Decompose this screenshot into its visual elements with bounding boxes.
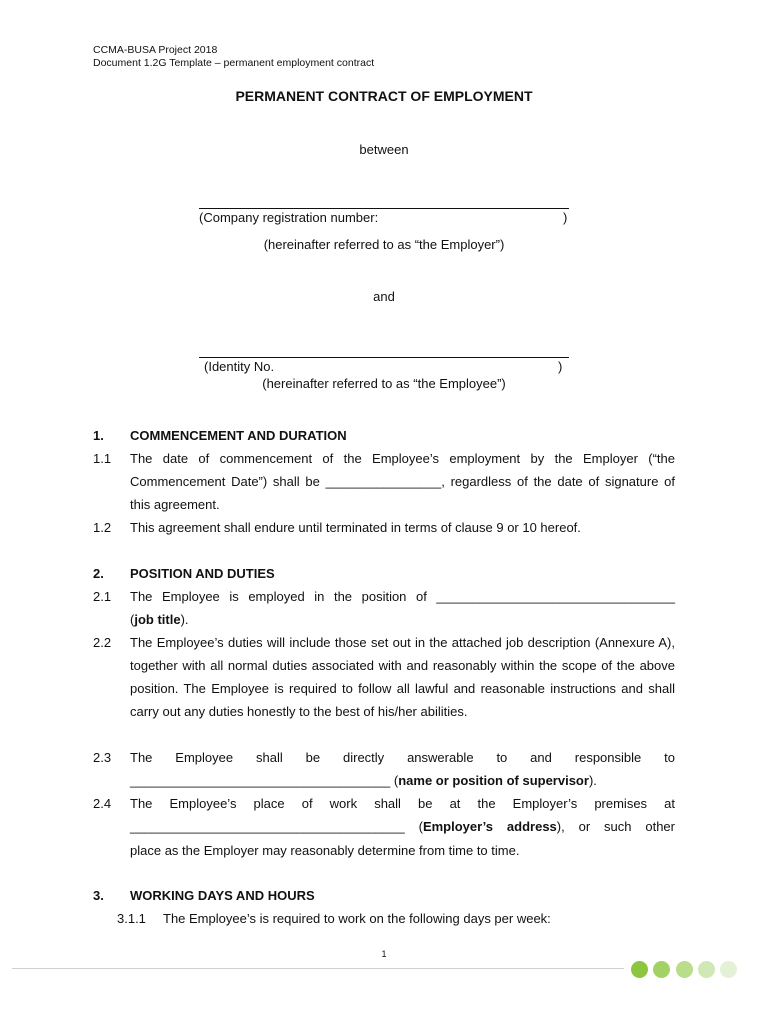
clause-1-2-text: This agreement shall endure until terminated in terms of clause 9 or 10 hereof. [130,520,581,535]
clause-2-2-text: The Employee’s duties will include those set out in the attached job description (Annexure A), together with all normal duties associated with and reasonably within the scope of the above position. The Employee is required to follow all lawful and reasonable instructions and shall carry out any duties honestly to the best of his/her abilities. [130,635,675,719]
clause-2-3-text: The Employee shall be directly answerable to and responsible to [130,750,675,765]
section-2-number: 2. [93,566,104,581]
section-2-title: POSITION AND DUTIES [130,566,275,581]
section-1-number: 1. [93,428,104,443]
identity-label: (Identity No. [204,359,275,374]
and-label: and [373,289,395,304]
clause-2-2-number: 2.2 [93,635,112,650]
clause-2-3-supervisor: ____________________________________ (name or position of supervisor). [130,773,597,788]
clause-2-1-number: 2.1 [93,589,112,604]
footer-dot-3 [676,961,693,978]
clause-2-4-text-continued: place as the Employer may reasonably determine from time to time. [130,843,520,858]
section-3-number: 3. [93,888,104,903]
section-1-title: COMMENCEMENT AND DURATION [130,428,347,443]
identity-close: ) [558,359,563,374]
clause-2-4-text: The Employee’s place of work shall be at the Employer’s premises at [130,796,675,811]
header-document: Document 1.2G Template – permanent employment contract [93,57,375,69]
footer-dot-4 [698,961,715,978]
footer-rule [12,968,624,969]
footer-dot-5 [720,961,737,978]
clause-2-1-text: The Employee is employed in the position of _________________________________ [130,589,675,604]
header-project: CCMA-BUSA Project 2018 [93,44,218,56]
clause-1-1-text: The date of commencement of the Employee’s employment by the Employer (“the Commencement Date”) shall be ________________, regardless of the date of signature of this agreement. [130,451,675,512]
footer-dot-1 [631,961,648,978]
page-number: 1 [381,949,387,959]
between-label: between [359,142,409,157]
clause-1-1-number: 1.1 [93,451,112,466]
clause-2-4-address: ______________________________________ (Employer’s address), or such other [130,819,675,834]
section-3-title: WORKING DAYS AND HOURS [130,888,315,903]
clause-1-2-number: 1.2 [93,520,112,535]
company-reg-label: (Company registration number: [199,210,379,225]
company-reg-close: ) [563,210,568,225]
clause-3-1-1-text: The Employee’s is required to work on the following days per week: [163,911,551,926]
clause-3-1-1-number: 3.1.1 [117,911,146,926]
footer-dot-2 [653,961,670,978]
employee-reference: (hereinafter referred to as “the Employee”) [262,376,506,391]
clause-2-4-number: 2.4 [93,796,112,811]
employer-reference: (hereinafter referred to as “the Employer”) [263,237,505,252]
employee-name-line [199,357,569,358]
clause-2-1-job-title: (job title). [130,612,189,627]
employer-name-line [199,208,569,209]
clause-2-3-number: 2.3 [93,750,112,765]
page-title: PERMANENT CONTRACT OF EMPLOYMENT [235,88,533,104]
